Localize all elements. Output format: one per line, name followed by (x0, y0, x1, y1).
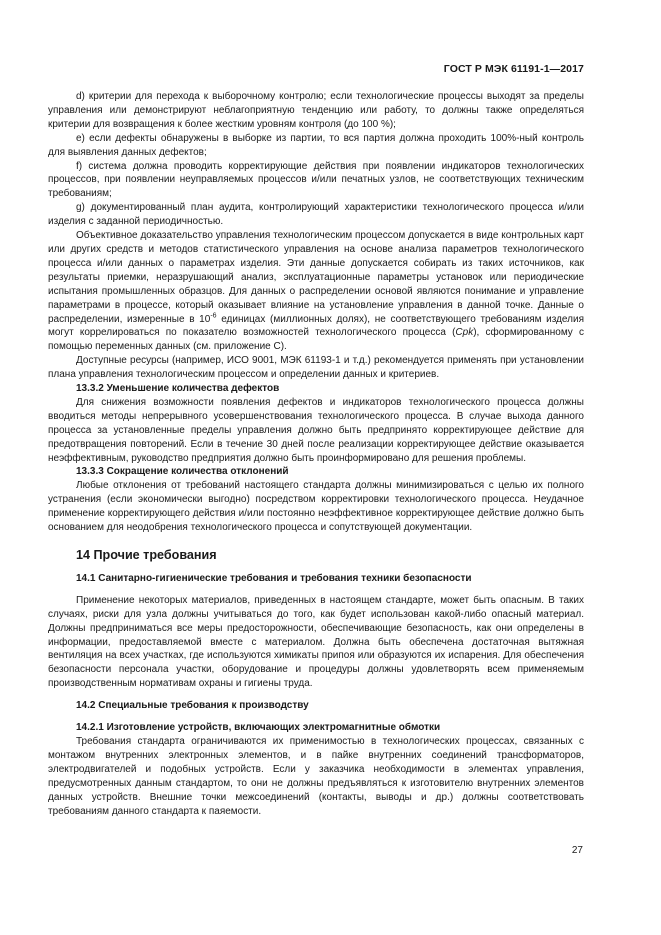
paragraph-13-3-2: Для снижения возможности появления дефектов и индикаторов технологического процесса должны вводиться методы непрерывного усовершенствования технологического процесса. В случае выхода данного процесса за установленные пределы управления должно быть предпринято корректирующее действие для предотвращения повторений. Если в течение 30 дней после реализации корректирующее действие оказывается неэффективным, руководство предприятия должно быть проинформировано для решения проблемы. (48, 396, 584, 464)
paragraph-item-d: d) критерии для перехода к выборочному контролю; если технологические процессы выходят за пределы управления или демонстрируют неблагоприятную тенденцию или работу, то должны также определяться критерии для возвращения к более жестким уровням контроля (до 100 %); (48, 91, 584, 130)
paragraph-resources: Доступные ресурсы (например, ИСО 9001, МЭК 61193-1 и т.д.) рекомендуется применять при установлении плана управления технологическим процессом и определении данных и критериев. (48, 355, 584, 381)
paragraph-14-1: Применение некоторых материалов, приведенных в настоящем стандарте, может быть опасным. В таких случаях, риски для узла должны учитываться до того, как будет использован какой-либо опасный материал. Должны предприниматься все меры предосторожности, обеспечивающие безопасность, как они определены в информации, предоставляемой вместе с материалом. Должна быть обеспечена достаточная вытяжная вентиляция на всех участках, где используются химикаты припоя или образуются их испарения. Для обеспечения безопасности персонала участки, оборудование и процедуры должны удовлетворять всем применяемым производственным нормативам охраны и гигиены труда. (48, 594, 584, 690)
paragraph-14-2-1: Требования стандарта ограничиваются их применимостью в технологических процессах, связанных с монтажом внутренних электронных элементов, и в пайке внутренних соединений трансформаторов, электродвигателей и подобных устройств. Если у заказчика необходимости в элементах управления, предусмотренных данным стандартом, то они не должны предъявляться к изготовителю внутренних элементов данных устройств. Внешние точки межсоединений (контакты, выводы и др.) должны соответствовать требованиям данного стандарта к паяемости. (48, 735, 584, 817)
cpk-italic: Cpk (455, 327, 474, 339)
standard-header: ГОСТ Р МЭК 61191-1—2017 (443, 63, 584, 75)
text-span: Объективное доказательство управления технологическим процессом допускается в виде контрольных карт или других средств и методов статистического управления на основе анализа параметров технологического процесса и/или данных о параметрах изделия. Эти данные допускается собирать из таких источников, как результаты приемки, неразрушающий анализ, эксплуатационные параметры установок или периодические испытания промышленных образцов. Для данных о распределении основой являются понимание и управление параметрами в процессе, который оказывает влияние на установление управления в данной точке. Данные о распределении, измеренные в 10 (48, 230, 584, 325)
heading-14-2: 14.2 Специальные требования к производству (76, 700, 309, 712)
paragraph-item-f: f) система должна проводить корректирующие действия при появлении индикаторов технологических процессов, при появлении неуправляемых процессов и/или печатных узлов, не соответствующих техническим требованиям; (48, 160, 584, 200)
heading-14-1: 14.1 Санитарно-гигиенические требования и требования техники безопасности (76, 572, 472, 584)
heading-13-3-2: 13.3.2 Уменьшение количества дефектов (76, 383, 280, 395)
heading-14: 14 Прочие требования (76, 548, 217, 562)
heading-13-3-3: 13.3.3 Сокращение количества отклонений (76, 466, 289, 478)
text-span: единицах (миллионных долях), не соответствующего требованиям изделия могут коррелироваться по показателю возможностей технологического процесса ( (48, 313, 584, 339)
paragraph-objective-evidence (48, 229, 584, 354)
spacer (48, 691, 584, 699)
page-content (48, 90, 584, 818)
paragraph-13-3-3: Любые отклонения от требований настоящего стандарта должны минимизироваться с целью их полного устранения (если экономически выгодно) посредством корректировки технологического процесса. Неудачное применение корректирующего действия и/или постоянно неэффективное корректирующее действие должно быть основанием для неодобрения технологического процесса и сопутствующей документации. (48, 480, 584, 534)
text-span: ), сформированному с помощью переменных данных (см. приложение С). (48, 327, 584, 353)
heading-14-2-1: 14.2.1 Изготовление устройств, включающих электромагнитные обмотки (76, 722, 441, 734)
paragraph-item-g: g) документированный план аудита, контролирующий характеристики технологического процесса и/или изделия с заданной периодичностью. (48, 202, 584, 228)
paragraph-item-e: е) если дефекты обнаружены в выборке из партии, то вся партия должна проходить 100%-ный контроль для выявления данных дефектов; (48, 132, 584, 158)
superscript: -6 (210, 312, 217, 320)
page-number: 27 (571, 845, 583, 856)
